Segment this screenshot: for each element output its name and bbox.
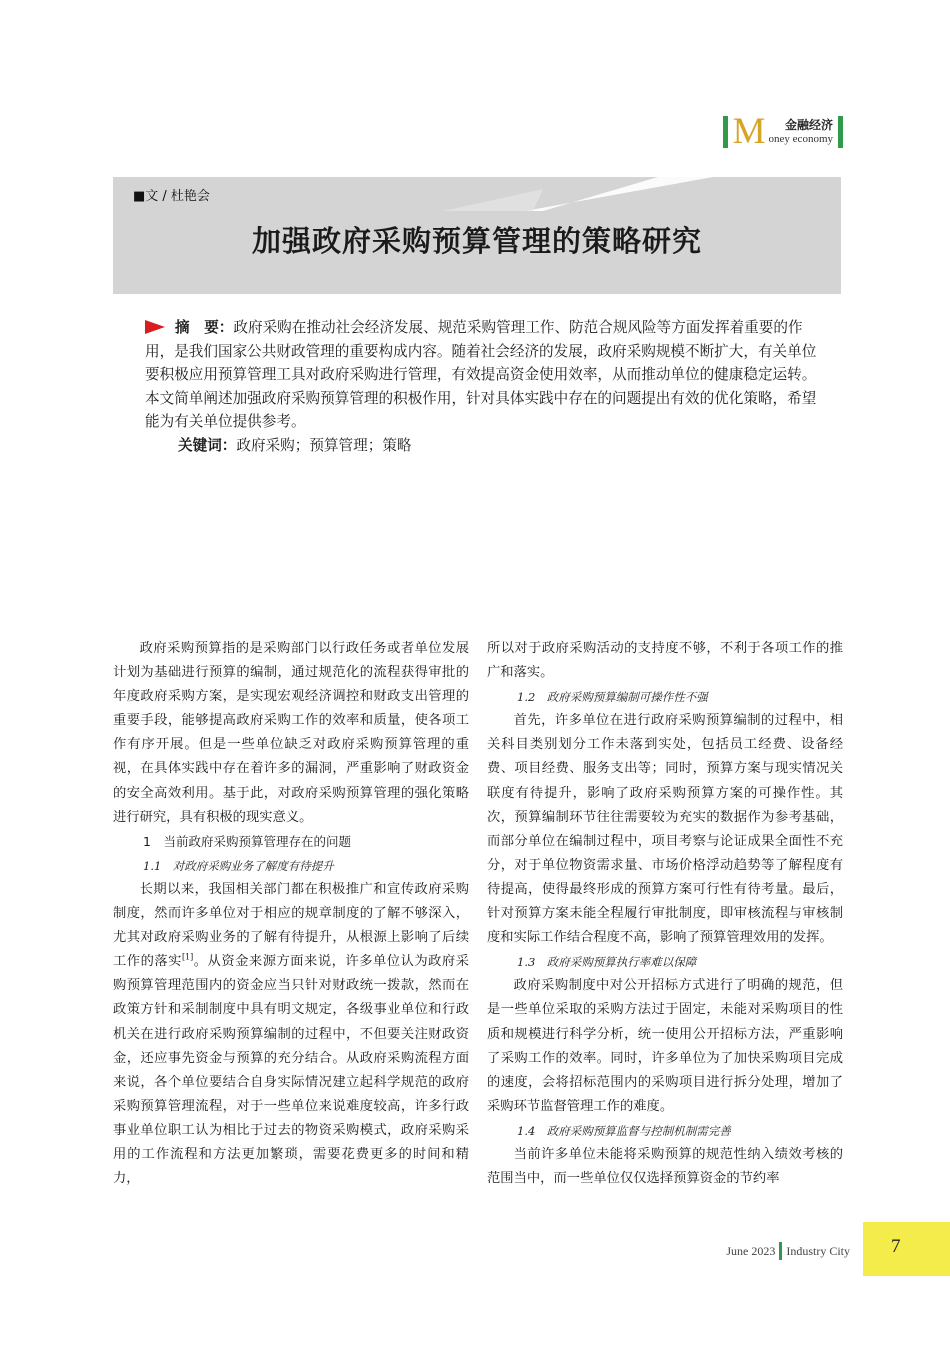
brand-bar-left	[723, 116, 728, 148]
page-footer	[726, 1242, 850, 1260]
abstract-label: 摘 要：	[175, 319, 234, 336]
section-1-3-heading: 1.3 政府采购预算执行率难以保障	[517, 955, 697, 970]
section-1-3-paragraph: 政府采购制度中对公开招标方式进行了明确的规范，但是一些单位采取的采购方法过于固定，未能对采购项目的性质和规模进行科学分析，统一使用公开招标方法，严重影响了采购工作的效率。同时，许多单位为了加快采购项目完成的速度，会将招标范围内的采购项目进行拆分处理，增加了采购环节监督管理工作的难度。	[487, 978, 843, 1114]
brand-cn: 金融经济	[784, 118, 833, 132]
journal-brand	[723, 111, 843, 152]
section-1-heading: 1 当前政府采购预算管理存在的问题	[143, 833, 351, 849]
section-1-2-paragraph: 首先，许多单位在进行政府采购预算编制的过程中，相关科目类别划分工作未落到实处，包括员工经费、设备经费、项目经费、服务支出等；同时，预算方案与现实情况关联度有待提升，影响了政府采购预算方案的可操作性。其次，预算编制环节往往需要较为充实的数据作为参考基础，而部分单位在编制过程中，项目考察与论证成果全面性不充分，对于单位物资需求量、市场价格浮动趋势等了解程度有待提高，使得最终形成的预算方案可行性有待考量。最后，针对预算方案未能全程履行审批制度，即审核流程与审核制度和实际工作结合程度不高，影响了预算管理效用的发挥。	[487, 713, 843, 946]
brand-text	[769, 116, 833, 148]
brand-bar-right	[838, 116, 843, 148]
section-1-1-heading: 1.1 对政府采购业务了解度有待提升	[143, 858, 334, 873]
brand-letter: M	[732, 111, 766, 152]
brand-en: oney economy	[768, 133, 833, 145]
keywords-label: 关键词：	[178, 436, 237, 454]
article-title: 加强政府采购预算管理的策略研究	[251, 224, 702, 258]
continued-paragraph: 所以对于政府采购活动的支持度不够，不利于各项工作的推广和落实。	[487, 641, 843, 681]
page-number-box	[863, 1222, 950, 1276]
keywords-line	[145, 434, 825, 458]
citation-ref: [1]	[181, 952, 194, 962]
footer-separator	[779, 1242, 782, 1260]
abstract-paragraph	[145, 316, 825, 434]
author-line: ■文 / 杜艳会	[133, 189, 210, 204]
body-column-right	[487, 637, 843, 1191]
keywords-text: 政府采购；预算管理；策略	[236, 436, 412, 454]
abstract-block	[145, 316, 825, 458]
footer-journal: Industry City	[786, 1243, 850, 1258]
title-banner	[113, 177, 841, 294]
intro-paragraph: 政府采购预算指的是采购部门以行政任务或者单位发展计划为基础进行预算的编制，通过规范化的流程获得审批的年度政府采购方案，是实现宏观经济调控和财政支出管理的重要手段，能够提高政府采购工作的效率和质量，使各项工作有序开展。但是一些单位缺乏对政府采购预算管理的重视，在具体实践中存在着许多的漏洞，严重影响了财政资金的安全高效利用。基于此，对政府采购预算管理的强化策略进行研究，具有积极的现实意义。	[113, 641, 469, 825]
body-column-left	[113, 637, 469, 1191]
page-number: 7	[891, 1236, 901, 1257]
section-1-2-heading: 1.2 政府采购预算编制可操作性不强	[517, 690, 708, 705]
section-1-4-heading: 1.4 政府采购预算监督与控制机制需完善	[517, 1123, 731, 1138]
abstract-text: 政府采购在推动社会经济发展、规范采购管理工作、防范合规风险等方面发挥着重要的作用，是我们国家公共财政管理的重要构成内容。随着社会经济的发展，政府采购规模不断扩大，有关单位要积极应用预算管理工具对政府采购进行管理，有效提高资金使用效率，从而推动单位的健康稳定运转。本文简单阐述加强政府采购预算管理的积极作用，针对具体实践中存在的问题提出有效的优化策略，希望能为有关单位提供参考。	[145, 319, 817, 431]
section-1-1-text-b: 。从资金来源方面来说，许多单位认为政府采购预算管理范围内的资金应当只针对财政统一拨款，然而在政策方针和采制制度中具有明文规定，各级事业单位和行政机关在进行政府采购预算编制的过程中，不但要关注财政资金，还应事先资金与预算的充分结合。从政府采购流程方面来说，各个单位要结合自身实际情况建立起科学规范的政府采购预算管理流程，对于一些单位来说难度较高，许多行政事业单位职工认为相比于过去的物资采购模式，政府采购采用的工作流程和方法更加繁琐，需要花费更多的时间和精力，	[113, 954, 470, 1187]
section-1-4-paragraph: 当前许多单位未能将采购预算的规范性纳入绩效考核的范围当中，而一些单位仅仅选择预算资金的节约率	[487, 1146, 843, 1187]
section-1-1-paragraph	[113, 878, 469, 1191]
red-triangle-icon	[145, 320, 165, 334]
section-1-1-text-a: 长期以来，我国相关部门都在积极推广和宣传政府采购制度，然而许多单位对于相应的规章制度的了解不够深入，尤其对政府采购业务的了解有待提升，从根源上影响了后续工作的落实	[113, 881, 469, 970]
footer-date: June 2023	[726, 1243, 776, 1258]
